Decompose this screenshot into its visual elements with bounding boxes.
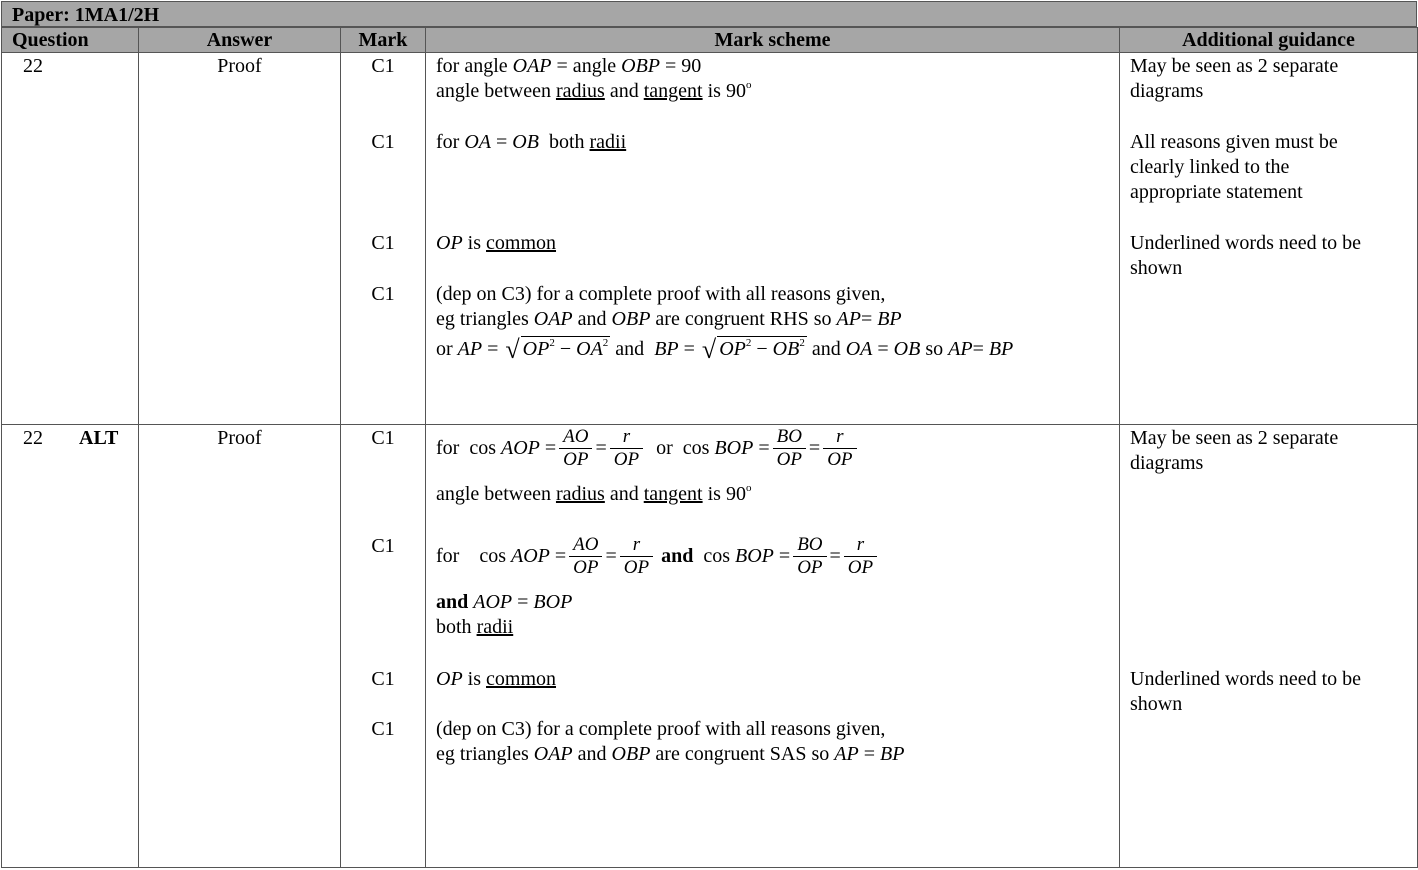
scheme-equation: for cos AOP = $\frac{AO}{OP}$ = $\frac{r}{OP}$ or cos BOP = $\frac{BO}{OP}$ = $\frac{r}{OP}$	[436, 426, 860, 471]
scheme-line: (dep on C3) for a complete proof with all reasons given,	[436, 718, 886, 740]
mark-3: C1	[371, 668, 395, 690]
scheme-line: and AOP = BOP	[436, 591, 573, 613]
guidance-note: All reasons given must be clearly linked to the appropriate statement	[1130, 131, 1338, 203]
scheme-line: angle between radius and tangent is 90$^o$	[436, 482, 752, 505]
guidance-note: Underlined words need to be shown	[1130, 668, 1362, 715]
answer-text: Proof	[217, 55, 262, 77]
scheme-line: (dep on C3) for a complete proof with all reasons given,	[436, 283, 886, 305]
header-row	[2, 28, 1418, 53]
table-row	[2, 425, 1418, 868]
mark-2: C1	[371, 535, 395, 557]
guidance-note: May be seen as 2 separate diagrams	[1130, 427, 1339, 474]
mark-2: C1	[371, 131, 395, 153]
scheme-equation: for cos AOP = $\frac{AO}{OP}$ = $\frac{r}{OP}$ and cos BOP = $\frac{BO}{OP}$ = $\frac{r}{OP}$	[436, 534, 880, 579]
alt-label: ALT	[79, 427, 119, 449]
scheme-line: OP is common	[436, 668, 557, 690]
table-row	[2, 53, 1418, 425]
guidance-note: Underlined words need to be shown	[1130, 232, 1362, 279]
paper-title-bar	[1, 1, 1417, 27]
header-mark-scheme: Mark scheme	[426, 28, 1120, 53]
mark-4: C1	[371, 718, 395, 740]
scheme-line: angle between radius and tangent is 90$^o$	[436, 79, 752, 102]
header-question: Question	[2, 28, 139, 53]
scheme-line: OP is common	[436, 232, 557, 254]
mark-scheme-cell	[426, 425, 1119, 867]
answer-text: Proof	[217, 427, 262, 449]
scheme-line: for OA = OB both radii	[436, 131, 627, 153]
scheme-line: both radii	[436, 616, 514, 638]
mark-1: C1	[371, 427, 395, 449]
paper-label: Paper: 1MA1/2H	[12, 4, 160, 26]
mark-scheme-cell	[426, 53, 1119, 424]
guidance-note: May be seen as 2 separate diagrams	[1130, 55, 1339, 102]
mark-1: C1	[371, 55, 395, 77]
question-number: 22	[23, 55, 43, 77]
question-number: 22	[23, 427, 43, 449]
scheme-equation: or AP = √ $OP^2 - OA^2$ and BP = √ $OP^2 - OB^2$ and OA = OB so AP= BP	[436, 335, 1014, 364]
scheme-line: eg triangles OAP and OBP are congruent RHS so AP= BP	[436, 308, 902, 330]
header-answer: Answer	[139, 28, 341, 53]
mark-scheme-table	[1, 27, 1418, 868]
header-guidance: Additional guidance	[1120, 28, 1418, 53]
mark-4: C1	[371, 283, 395, 305]
scheme-line: for angle OAP = angle OBP = 90	[436, 55, 702, 77]
scheme-line: eg triangles OAP and OBP are congruent SAS so AP = BP	[436, 743, 905, 765]
header-mark: Mark	[341, 28, 426, 53]
mark-3: C1	[371, 232, 395, 254]
